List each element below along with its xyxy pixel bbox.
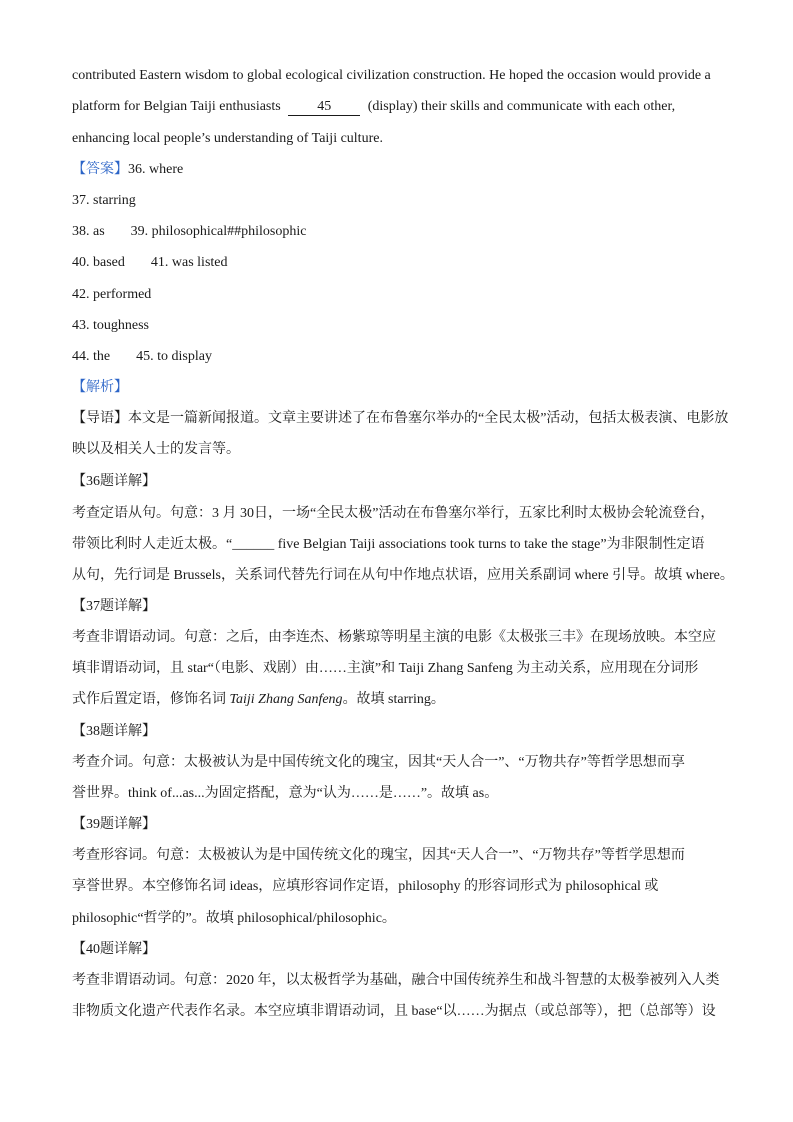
answer-45: 45. to display — [136, 349, 212, 364]
intro-line-2: 映以及相关人士的发言等。 — [72, 442, 240, 457]
passage-line-2 — [72, 97, 727, 117]
answer-row-38-39 — [72, 222, 727, 242]
q38-title: 【38题详解】 — [72, 724, 156, 739]
q37-line-2: 填非谓语动词，且 star“（电影、戏剧）由……主演”和 Taiji Zhang Sanfeng 为主动关系，应用现在分词形 — [72, 661, 699, 676]
blank-45: 45 — [288, 99, 360, 116]
q39-line-3: philosophic“哲学的”。故填 philosophical/philosophic。 — [72, 911, 396, 926]
q37-line-3-start: 式作后置定语，修饰名词 — [72, 692, 230, 707]
q37-line-3-end: 。故填 starring。 — [342, 692, 445, 707]
answer-row-40-41 — [72, 253, 727, 273]
passage-line-3: enhancing local people’s understanding of Taiji culture. — [72, 131, 383, 146]
q36-line-1: 考查定语从句。句意：3 月 30日，一场“全民太极”活动在布鲁塞尔举行，五家比利时太极协会轮流登台， — [72, 506, 715, 521]
passage-line-1: contributed Eastern wisdom to global ecological civilization construction. He hoped the occasion would provide a — [72, 68, 711, 83]
answer-label: 【答案】 — [72, 162, 128, 177]
passage-line-2-start: platform for Belgian Taiji enthusiasts — [72, 99, 281, 114]
q37-line-1: 考查非谓语动词。句意：之后，由李连杰、杨紫琼等明星主演的电影《太极张三丰》在现场放映。本空应 — [72, 630, 716, 645]
answer-row-44-45 — [72, 347, 727, 367]
answer-header — [72, 160, 727, 180]
answer-36: 36. where — [128, 162, 184, 177]
q37-film-title: Taiji Zhang Sanfeng — [229, 692, 343, 707]
q40-line-1: 考查非谓语动词。句意：2020 年，以太极哲学为基础，融合中国传统养生和战斗智慧的太极拳被列入人类 — [72, 973, 720, 988]
answer-41: 41. was listed — [150, 255, 228, 270]
q39-line-1: 考查形容词。句意：太极被认为是中国传统文化的瑰宝，因其“天人合一”、“万物共存”等哲学思想而 — [72, 848, 685, 863]
answer-39: 39. philosophical##philosophic — [130, 224, 307, 239]
passage-line-2-end: (display) their skills and communicate with each other, — [367, 99, 676, 114]
answer-42: 42. performed — [72, 287, 152, 302]
answer-44: 44. the — [72, 349, 111, 364]
q38-line-2: 誉世界。think of...as...为固定搭配，意为“认为……是……”。故填 as。 — [72, 786, 499, 801]
answer-43: 43. toughness — [72, 318, 149, 333]
q36-line-2: 带领比利时人走近太极。“______ five Belgian Taiji associations took turns to take the stage”为非限制性定语 — [72, 537, 705, 552]
q40-title: 【40题详解】 — [72, 942, 156, 957]
q37-title: 【37题详解】 — [72, 599, 156, 614]
q37-line-3 — [72, 690, 727, 710]
q40-line-2: 非物质文化遗产代表作名录。本空应填非谓语动词，且 base“以……为据点（或总部等），把（总部等）设 — [72, 1004, 716, 1019]
q39-line-2: 享誉世界。本空修饰名词 ideas，应填形容词作定语，philosophy 的形容词形式为 philosophical 或 — [72, 879, 659, 894]
q39-title: 【39题详解】 — [72, 817, 156, 832]
intro-line-1: 【导语】本文是一篇新闻报道。文章主要讲述了在布鲁塞尔举办的“全民太极”活动，包括太极表演、电影放 — [72, 411, 729, 426]
q36-title: 【36题详解】 — [72, 474, 156, 489]
analysis-label: 【解析】 — [72, 380, 128, 395]
answer-40: 40. based — [72, 255, 125, 270]
q38-line-1: 考查介词。句意：太极被认为是中国传统文化的瑰宝，因其“天人合一”、“万物共存”等哲学思想而享 — [72, 755, 685, 770]
answer-37: 37. starring — [72, 193, 136, 208]
answer-38: 38. as — [72, 224, 105, 239]
q36-line-3: 从句，先行词是 Brussels，关系词代替先行词在从句中作地点状语，应用关系副词 where 引导。故填 where。 — [72, 568, 734, 583]
